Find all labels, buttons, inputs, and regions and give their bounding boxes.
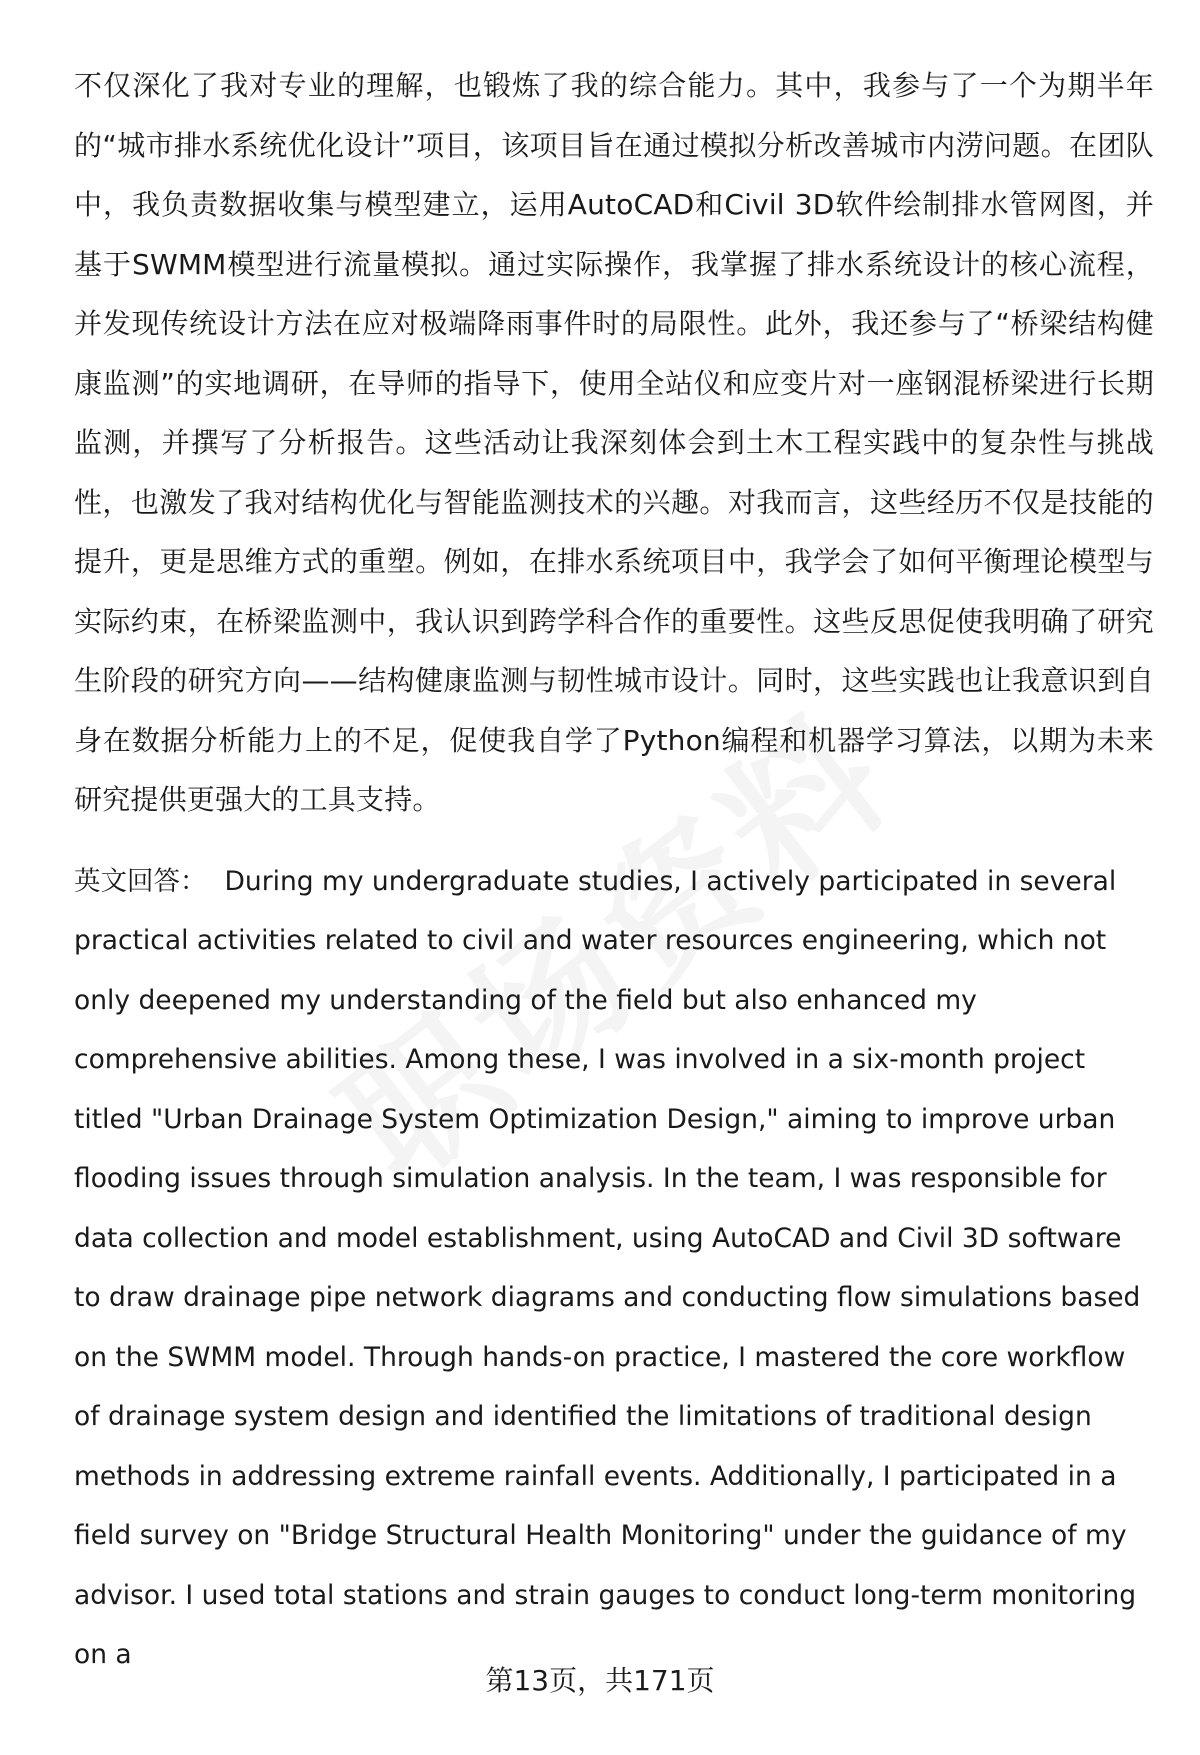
english-answer-text: During my undergraduate studies, I actively participated in several practical activities related to civil and water resources engineering, which not only deepened my understanding of the field but also enhanced my comprehensive abilities. Among these, I was involved in a six-month project titled "Urban Drainage System Optimization Design," aiming to improve urban flooding issues through simulation analysis. In the team, I was responsible for data collection and model establishment, using AutoCAD and Civil 3D software to draw drainage pipe network diagrams and conducting flow simulations based on the SWMM model. Through hands-on practice, I mastered the core workflow of drainage system design and identified the limitations of traditional design methods in addressing extreme rainfall events. Additionally, I participated in a field survey on "Bridge Structural Health Monitoring" under the guidance of my advisor. I used total stations and strain gauges to conduct long-term monitoring on a [74,865,1141,1670]
document-body [74,56,1154,1685]
page-footer [0,1663,1200,1699]
chinese-answer-paragraph: 不仅深化了我对专业的理解，也锻炼了我的综合能力。其中，我参与了一个为期半年的“城市排水系统优化设计”项目，该项目旨在通过模拟分析改善城市内涝问题。在团队中，我负责数据收集与模型建立，运用AutoCAD和Civil 3D软件绘制排水管网图，并基于SWMM模型进行流量模拟。通过实际操作，我掌握了排水系统设计的核心流程，并发现传统设计方法在应对极端降雨事件时的局限性。此外，我还参与了“桥梁结构健康监测”的实地调研，在导师的指导下，使用全站仪和应变片对一座钢混桥梁进行长期监测，并撰写了分析报告。这些活动让我深刻体会到土木工程实践中的复杂性与挑战性，也激发了我对结构优化与智能监测技术的兴趣。对我而言，这些经历不仅是技能的提升，更是思维方式的重塑。例如，在排水系统项目中，我学会了如何平衡理论模型与实际约束，在桥梁监测中，我认识到跨学科合作的重要性。这些反思促使我明确了研究生阶段的研究方向——结构健康监测与韧性城市设计。同时，这些实践也让我意识到自身在数据分析能力上的不足，促使我自学了Python编程和机器学习算法，以期为未来研究提供更强大的工具支持。 [74,69,1154,816]
english-answer-paragraph [74,852,1154,1685]
english-answer-label: 英文回答： [74,865,207,897]
page-number: 第13页，共171页 [485,1664,715,1697]
